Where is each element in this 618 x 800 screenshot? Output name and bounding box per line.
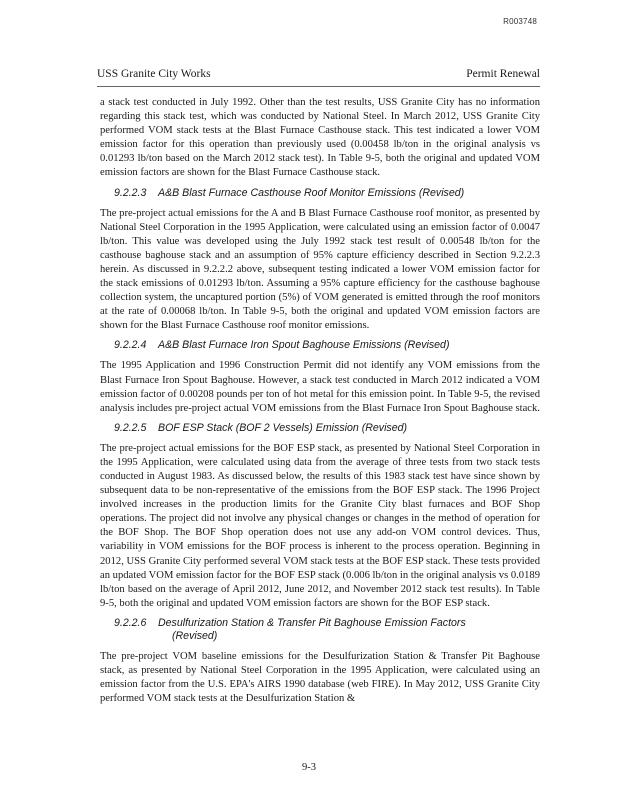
- paragraph-desulfurization: The pre-project VOM baseline emissions for the Desulfurization Station & Transfer Pit Baghouse stack, as presented by National Steel Corporation in the 1995 Application, were calculated using an emission factor from the U.S. EPA's AIRS 1990 database (web FIRE). In May 2012, USS Granite City performed VOM stack tests at the Desulfurization Station &: [100, 650, 540, 705]
- header-facility-name: USS Granite City Works: [97, 68, 211, 80]
- section-heading-bof-esp: [100, 422, 540, 435]
- section-title-continued: (Revised): [172, 629, 218, 642]
- section-heading-roof-monitor: [100, 187, 540, 200]
- paragraph-bof-esp: The pre-project actual emissions for the BOF ESP stack, as presented by National Steel Corporation in the 1995 Application, were calculated using data from the average of three tests from two stack tests conducted in August 1983. As discussed below, the results of this 1983 stack test have since shown by subsequent data to be non-representative of the emissions from the BOF ESP stack. The 1996 Project involved increases in the production limits for the Granite City blast furnaces and BOF Shop operations. The project did not involve any physical changes or changes in the method of operation for the BOF Shop. The BOF Shop operation does not use any add-on VOM control devices. Thus, variability in VOM emissions for the BOF process is inherent to the process operation. Beginning in 2012, USS Granite City performed several VOM stack tests at the BOF ESP stack. These tests provided an updated VOM emission factor for the BOF ESP stack (0.006 lb/ton in the original analysis vs 0.0189 lb/ton based on the average of April 2012, June 2012, and November 2012 stack test results). In Table 9-5, both the original and updated VOM emission factors are shown for the BOF ESP stack.: [100, 442, 540, 609]
- section-number: 9.2.2.4: [114, 339, 147, 352]
- section-number: 9.2.2.6: [114, 616, 147, 629]
- header-rule: [97, 86, 540, 87]
- section-title: A&B Blast Furnace Casthouse Roof Monitor Emissions (Revised): [158, 186, 465, 199]
- paragraph-roof-monitor: The pre-project actual emissions for the A and B Blast Furnace Casthouse roof monitor, as presented by National Steel Corporation in the 1995 Application, were calculated using an emission factor of 0.0047 lb/ton. This value was developed using the July 1992 stack test result of 0.00548 lb/ton for the casthouse baghouse stack and an assumption of 95% capture efficiency described in Section 9.2.2.3 herein. As discussed in 9.2.2.2 above, subsequent testing indicated a lower VOM emission factor for the stack emissions of 0.01293 lb/ton. Assuming a 95% capture efficiency for the casthouse baghouse collection system, the uncaptured portion (5%) of VOM generated is emitted through the roof monitors at the rate of 0.00068 lb/ton. In Table 9-5, both the original and updated VOM emission factors are shown for the Blast Furnace Casthouse roof monitor emissions.: [100, 207, 540, 332]
- section-title: BOF ESP Stack (BOF 2 Vessels) Emission (Revised): [158, 421, 408, 434]
- section-heading-iron-spout: [100, 339, 540, 352]
- page-number: 9-3: [302, 762, 316, 773]
- section-title: A&B Blast Furnace Iron Spout Baghouse Emissions (Revised): [158, 339, 450, 352]
- paragraph-iron-spout: The 1995 Application and 1996 Construction Permit did not identify any VOM emissions from the Blast Furnace Iron Spout Baghouse. However, a stack test conducted in March 2012 indicated a VOM emission factor of 0.00208 pounds per ton of hot metal for this emission point. In Table 9-5, the revised analysis includes pre-project actual VOM emissions from the Blast Furnace Iron Spout Baghouse stack.: [100, 360, 540, 414]
- section-number: 9.2.2.5: [114, 421, 147, 434]
- section-title: Desulfurization Station & Transfer Pit Baghouse Emission Factors: [158, 616, 466, 629]
- section-number: 9.2.2.3: [114, 186, 147, 199]
- paragraph-casthouse-stack: a stack test conducted in July 1992. Other than the test results, USS Granite City has no information regarding this stack test, which was conducted by National Steel. In March 2012, USS Granite City performed VOM stack tests at the Blast Furnace Casthouse stack. This test indicated a lower VOM emission factor for this operation than previously used (0.00458 lb/ton in the original analysis vs 0.01293 lb/ton based on the March 2012 stack test). In Table 9-5, both the original and updated VOM emission factors are shown for the Blast Furnace Casthouse stack.: [100, 97, 540, 179]
- section-heading-desulfurization: [100, 617, 540, 643]
- header-document-type: Permit Renewal: [466, 68, 540, 80]
- page-body: [100, 96, 540, 712]
- document-id: R003748: [503, 17, 537, 26]
